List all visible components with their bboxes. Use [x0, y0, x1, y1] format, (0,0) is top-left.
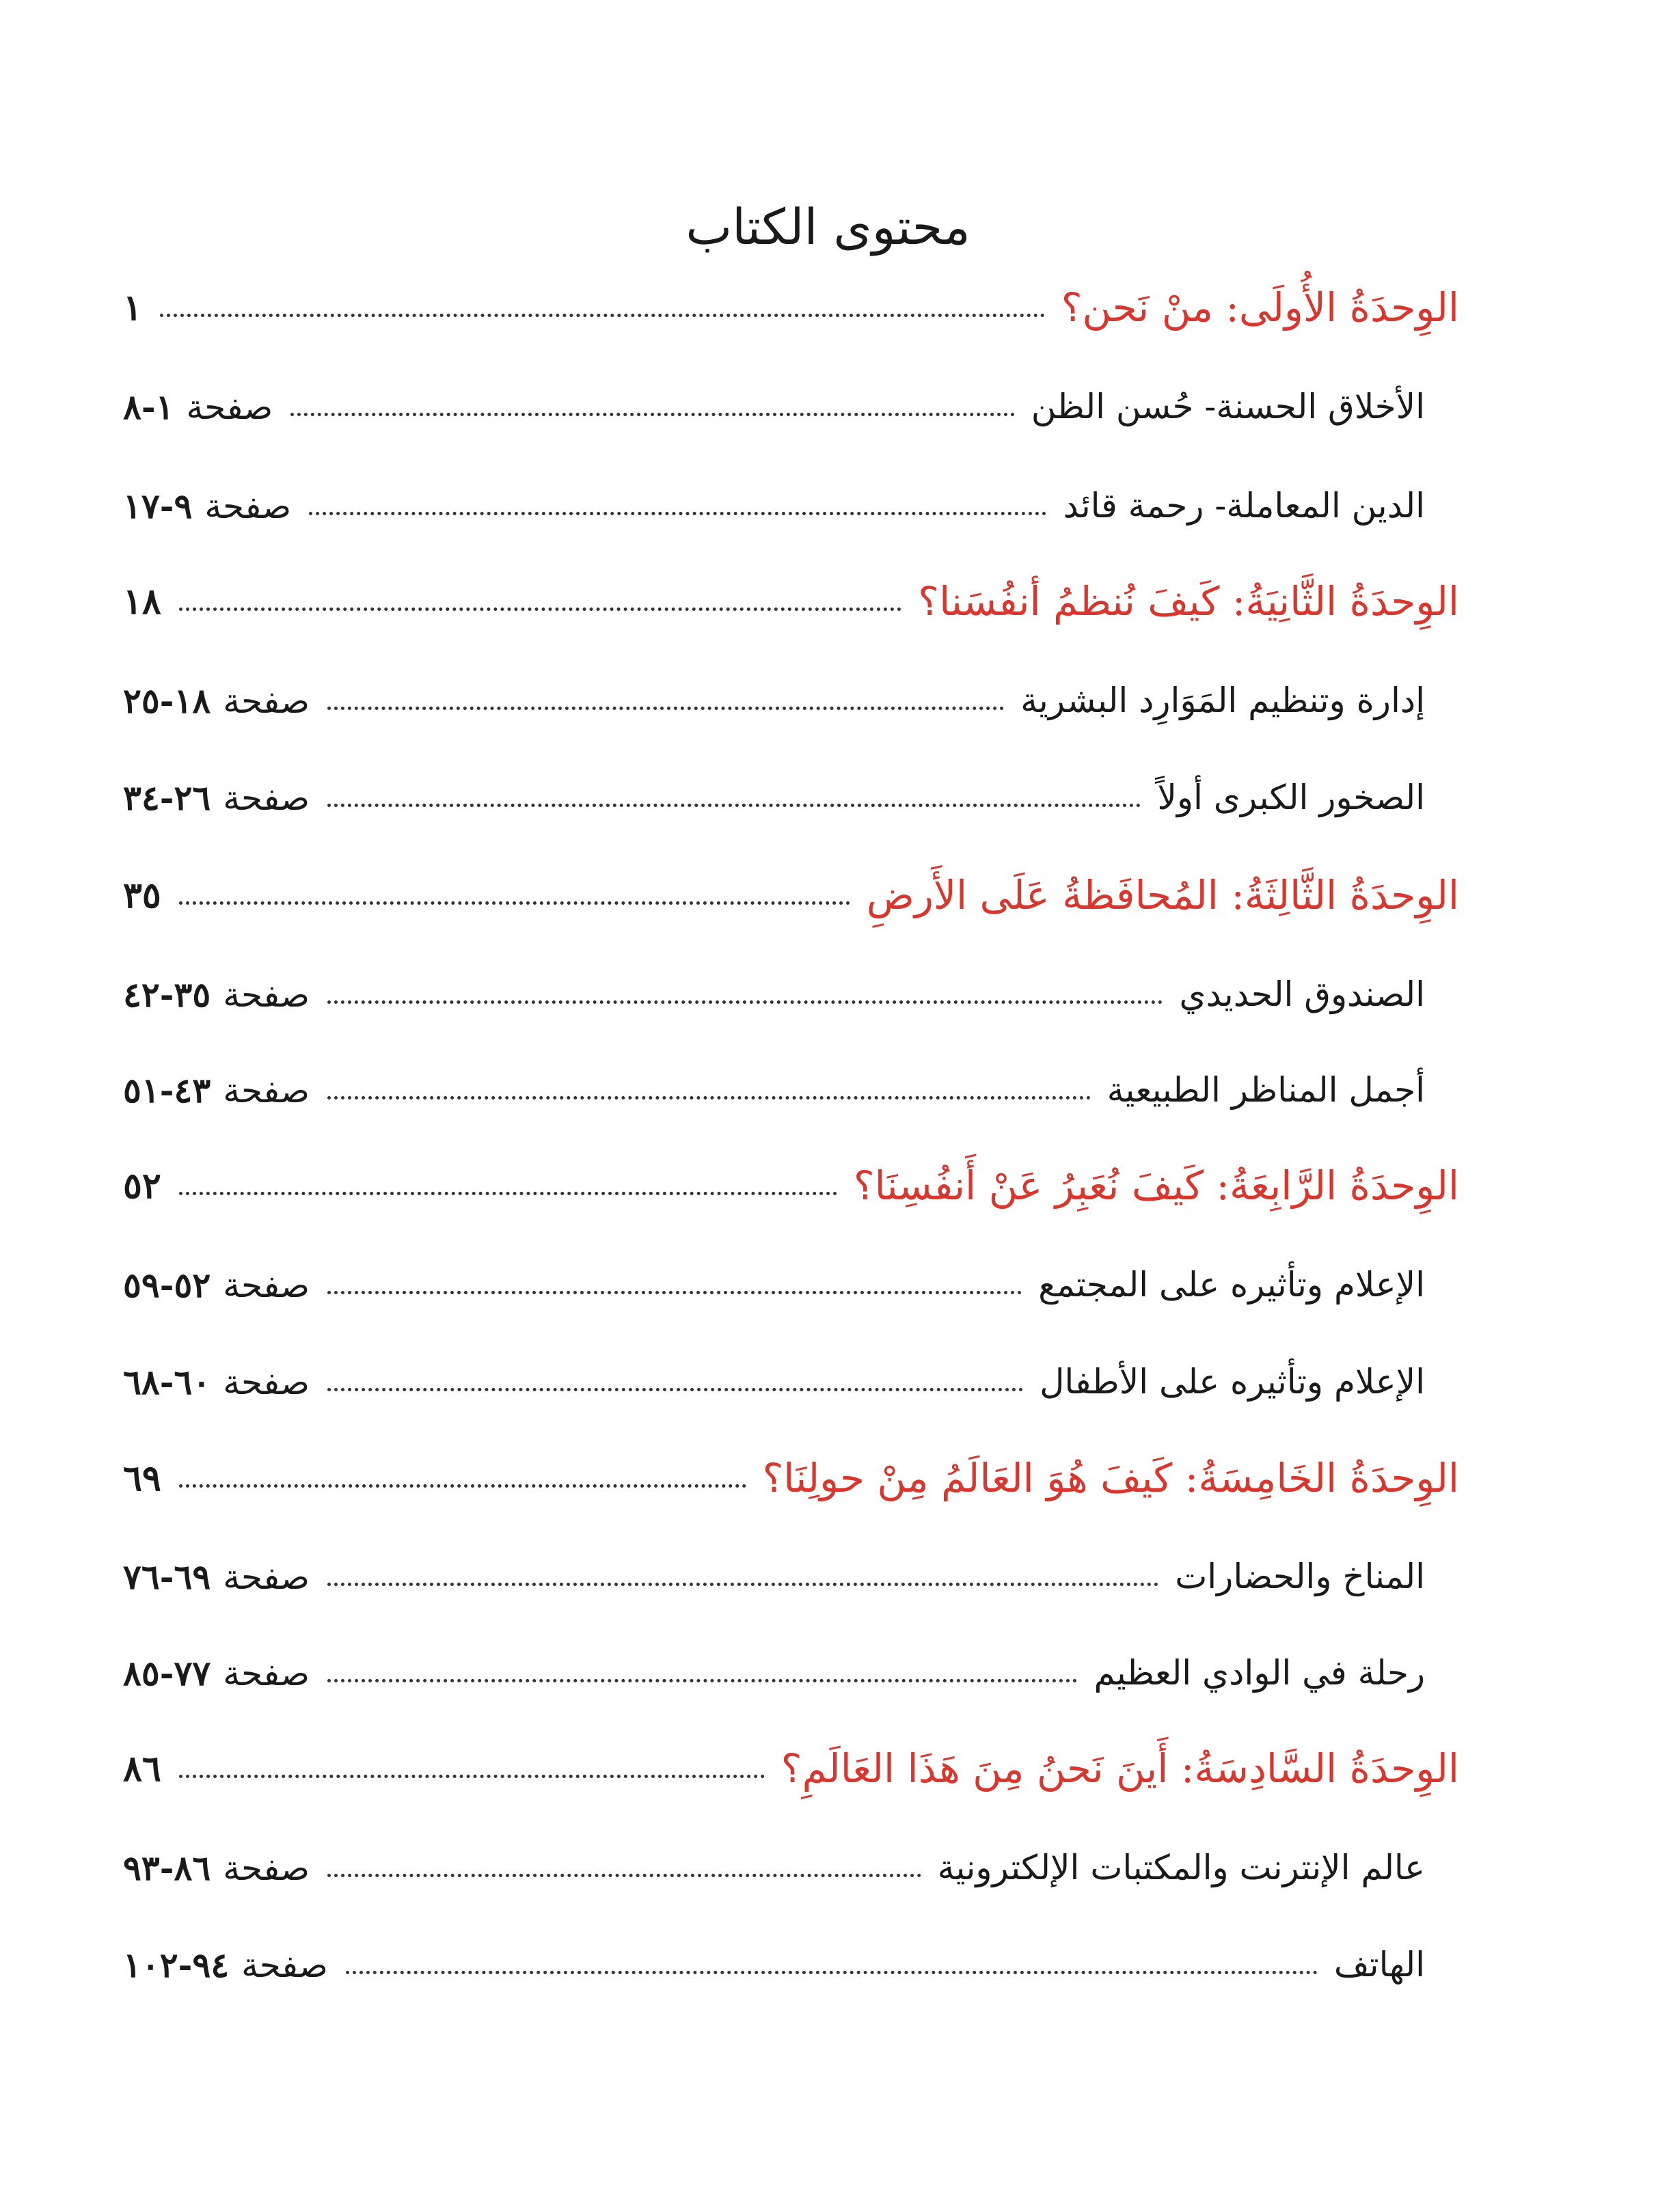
page-range: ٩-١٧	[123, 485, 193, 526]
unit-page-number: ٦٩	[123, 1457, 161, 1499]
page-range: ٤٣-٥١	[123, 1069, 211, 1110]
toc-lesson-row[interactable]	[123, 1830, 1459, 1905]
leader-dots	[179, 901, 850, 905]
leader-dots	[179, 1192, 837, 1195]
unit-page-number: ٥٢	[123, 1164, 161, 1207]
toc-lesson-row[interactable]	[123, 1539, 1459, 1614]
leader-dots	[179, 1484, 746, 1488]
page-range: ١٨-٢٥	[123, 680, 211, 721]
lesson-title: الدين المعاملة- رحمة قائد	[1063, 486, 1425, 525]
lesson-title: الصخور الكبرى أولاً	[1157, 778, 1425, 817]
page-label: صفحة	[241, 1945, 328, 1985]
toc-lesson-row[interactable]	[123, 1635, 1459, 1710]
page-range: ٨٦-٩٣	[123, 1847, 211, 1888]
unit-page-number: ١٨	[123, 580, 161, 623]
lesson-title: الإعلام وتأثيره على الأطفال	[1040, 1362, 1425, 1402]
leader-dots	[309, 512, 1046, 515]
lesson-title: إدارة وتنظيم المَوَارِد البشرية	[1020, 681, 1425, 720]
leader-dots	[327, 1679, 1077, 1682]
lesson-title: الأخلاق الحسنة- حُسن الظن	[1031, 387, 1425, 426]
leader-dots	[346, 1971, 1318, 1974]
page-label: صفحة	[223, 1070, 310, 1110]
page-label: صفحة	[223, 1848, 310, 1888]
lesson-pages	[123, 1848, 327, 1888]
toc-lesson-row[interactable]	[123, 468, 1459, 543]
leader-dots	[160, 314, 1045, 317]
page-range: ٧٧-٨٥	[123, 1652, 211, 1693]
toc-unit-row[interactable]	[123, 270, 1459, 345]
page-range: ٣٥-٤٢	[123, 974, 211, 1015]
unit-page-number: ٣٥	[123, 874, 161, 916]
leader-dots	[327, 1874, 921, 1877]
lesson-pages	[123, 1557, 327, 1597]
page-label: صفحة	[223, 1265, 310, 1305]
leader-dots	[327, 1583, 1158, 1586]
page-label: صفحة	[204, 486, 292, 526]
toc-unit-row[interactable]	[123, 1440, 1459, 1516]
lesson-title: الهاتف	[1333, 1945, 1425, 1984]
leader-dots	[327, 1000, 1163, 1004]
unit-title: الوِحدَةُ السَّادِسَةُ: أَينَ نَحنُ مِنَ هَذَا العَالَمِ؟	[781, 1745, 1459, 1792]
page-range: ٥٢-٥٩	[123, 1264, 211, 1305]
page-label: صفحة	[223, 778, 310, 818]
unit-title: الوِحدَةُ الخَامِسَةُ: كَيفَ هُوَ العَالَمُ مِنْ حولِنَا؟	[762, 1455, 1459, 1501]
unit-title: الوِحدَةُ الأُولَى: منْ نَحن؟	[1061, 284, 1459, 331]
unit-title: الوِحدَةُ الرَّابِعَةُ: كَيفَ نُعَبِرُ عَنْ أَنفُسِنَا؟	[853, 1162, 1459, 1209]
unit-page-number: ١	[123, 286, 142, 329]
page-title: محتوى الكتاب	[686, 198, 970, 256]
toc-lesson-row[interactable]	[123, 663, 1459, 738]
unit-title: الوِحدَةُ الثَّالِثَةُ: المُحافَظةُ عَلَى الأَرضِ	[866, 872, 1459, 918]
page-range: ٦٠-٦٨	[123, 1361, 211, 1402]
lesson-pages	[123, 1653, 327, 1693]
toc-lesson-row[interactable]	[123, 1247, 1459, 1322]
lesson-title: أجمل المناظر الطبيعية	[1107, 1070, 1425, 1110]
page-label: صفحة	[186, 387, 273, 427]
lesson-title: رحلة في الوادي العظيم	[1094, 1653, 1425, 1693]
toc-unit-row[interactable]	[123, 564, 1459, 639]
lesson-pages	[123, 778, 327, 818]
leader-dots	[179, 607, 901, 611]
page-range: ١-٨	[123, 386, 174, 427]
leader-dots	[290, 413, 1014, 416]
lesson-pages	[123, 1265, 327, 1305]
lesson-pages	[123, 1945, 346, 1985]
page-range: ٢٦-٣٤	[123, 777, 211, 818]
lesson-pages	[123, 1070, 327, 1110]
lesson-title: عالم الإنترنت والمكتبات الإلكترونية	[937, 1848, 1425, 1887]
unit-page-number: ٨٦	[123, 1747, 161, 1790]
page-label: صفحة	[223, 1653, 310, 1693]
page-label: صفحة	[223, 1557, 310, 1597]
toc-lesson-row[interactable]	[123, 1344, 1459, 1419]
lesson-pages	[123, 486, 309, 526]
lesson-pages	[123, 387, 290, 427]
leader-dots	[327, 804, 1141, 807]
toc-lesson-row[interactable]	[123, 369, 1459, 444]
toc-unit-row[interactable]	[123, 1148, 1459, 1223]
page-range: ٦٩-٧٦	[123, 1556, 211, 1597]
lesson-title: المناخ والحضارات	[1175, 1557, 1425, 1596]
unit-title: الوِحدَةُ الثَّانِيَةُ: كَيفَ نُنظمُ أنفُسَنا؟	[918, 578, 1459, 625]
toc-lesson-row[interactable]	[123, 1927, 1459, 2002]
leader-dots	[179, 1775, 765, 1778]
lesson-pages	[123, 1362, 327, 1402]
page-label: صفحة	[223, 974, 310, 1015]
leader-dots	[327, 1388, 1023, 1391]
toc-lesson-row[interactable]	[123, 760, 1459, 835]
page-label: صفحة	[223, 681, 310, 721]
toc-unit-row[interactable]	[123, 1731, 1459, 1806]
page-label: صفحة	[223, 1362, 310, 1402]
toc-lesson-row[interactable]	[123, 957, 1459, 1032]
leader-dots	[327, 707, 1004, 710]
page-range: ٩٤-١٠٢	[123, 1944, 230, 1985]
lesson-title: الإعلام وتأثيره على المجتمع	[1038, 1265, 1425, 1305]
lesson-pages	[123, 974, 327, 1015]
toc-lesson-row[interactable]	[123, 1052, 1459, 1128]
lesson-title: الصندوق الحديدي	[1179, 974, 1425, 1014]
lesson-pages	[123, 681, 327, 721]
leader-dots	[327, 1096, 1091, 1100]
toc-unit-row[interactable]	[123, 858, 1459, 933]
leader-dots	[327, 1291, 1022, 1294]
